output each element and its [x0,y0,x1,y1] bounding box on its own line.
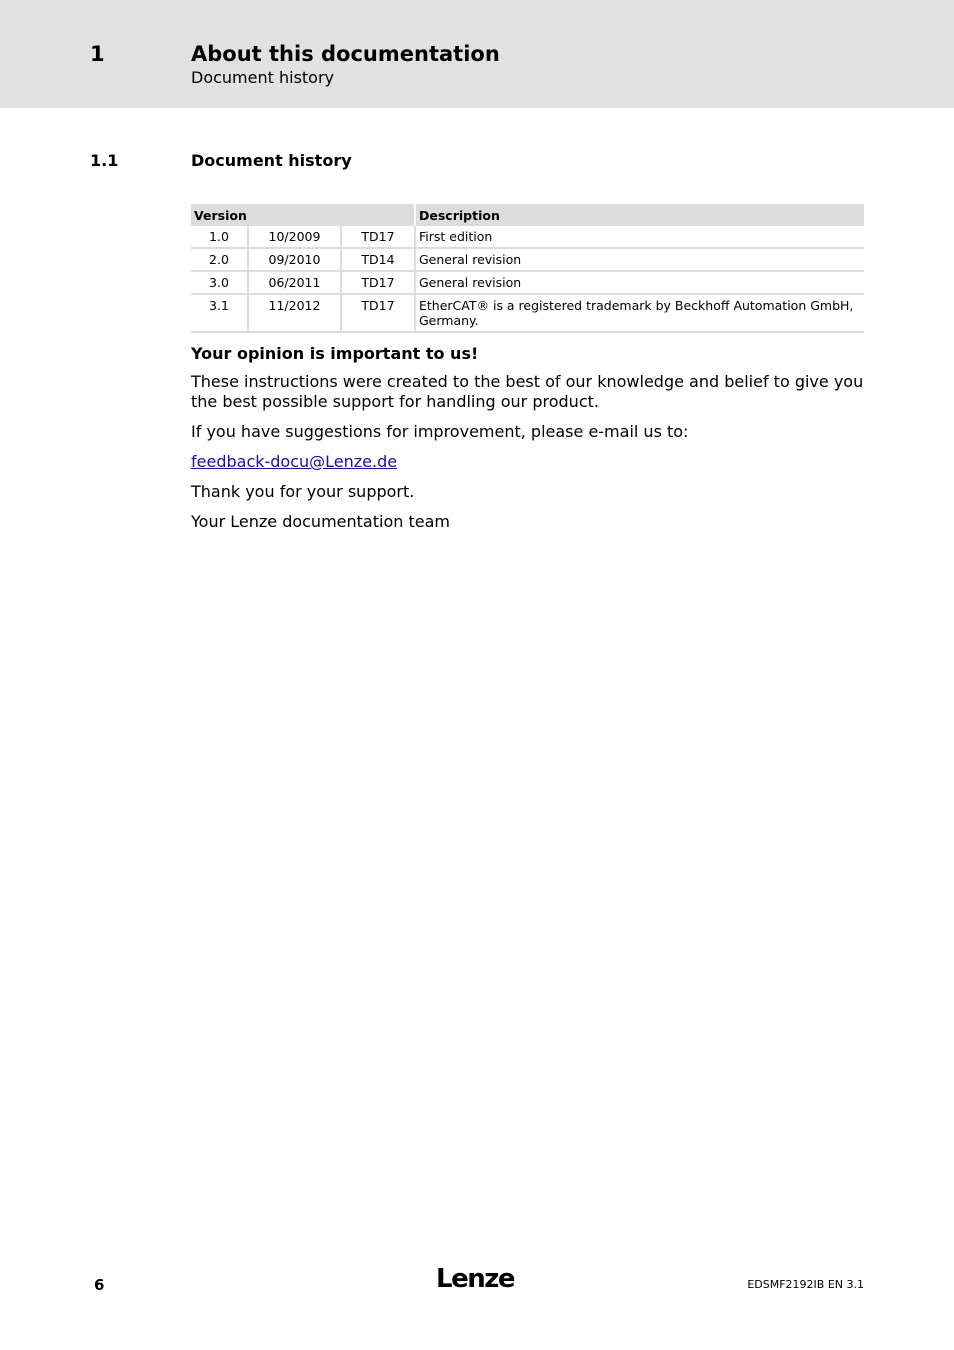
feedback-paragraph-3: Thank you for your support. [191,482,415,501]
header-version: Version [191,204,415,226]
document-history-table [191,204,864,333]
table-row [191,226,864,248]
cell-date: 10/2009 [248,226,341,248]
table-header-row [191,204,864,226]
cell-td: TD17 [341,226,415,248]
feedback-paragraph-2: If you have suggestions for improvement, please e-mail us to: [191,422,689,441]
section-number: 1.1 [90,151,119,170]
chapter-number: 1 [90,42,105,66]
feedback-heading: Your opinion is important to us! [191,344,479,363]
table-row [191,294,864,332]
table-row [191,248,864,271]
feedback-email-line [191,452,866,472]
cell-version: 3.0 [191,271,248,294]
cell-version: 2.0 [191,248,248,271]
feedback-paragraph-4: Your Lenze documentation team [191,512,450,531]
cell-description: General revision [415,271,864,294]
cell-description: First edition [415,226,864,248]
table-row [191,271,864,294]
cell-date: 09/2010 [248,248,341,271]
cell-version: 3.1 [191,294,248,332]
chapter-title: About this documentation [191,42,500,66]
lenze-logo: Lenze [436,1264,514,1294]
section-title: Document history [191,151,352,170]
cell-version: 1.0 [191,226,248,248]
chapter-subtitle: Document history [191,68,335,87]
cell-date: 06/2011 [248,271,341,294]
feedback-paragraph-1: These instructions were created to the best of our knowledge and belief to give you the best possible support for handling our product. [191,372,864,411]
cell-td: TD14 [341,248,415,271]
cell-td: TD17 [341,294,415,332]
header-description: Description [415,204,864,226]
page-number: 6 [94,1276,105,1294]
cell-date: 11/2012 [248,294,341,332]
cell-td: TD17 [341,271,415,294]
document-code: EDSMF2192IB EN 3.1 [747,1278,864,1291]
cell-description: General revision [415,248,864,271]
cell-description: EtherCAT® is a registered trademark by Beckhoff Automation GmbH, Germany. [415,294,864,332]
feedback-email-link[interactable]: feedback-docu@Lenze.de [191,452,398,471]
